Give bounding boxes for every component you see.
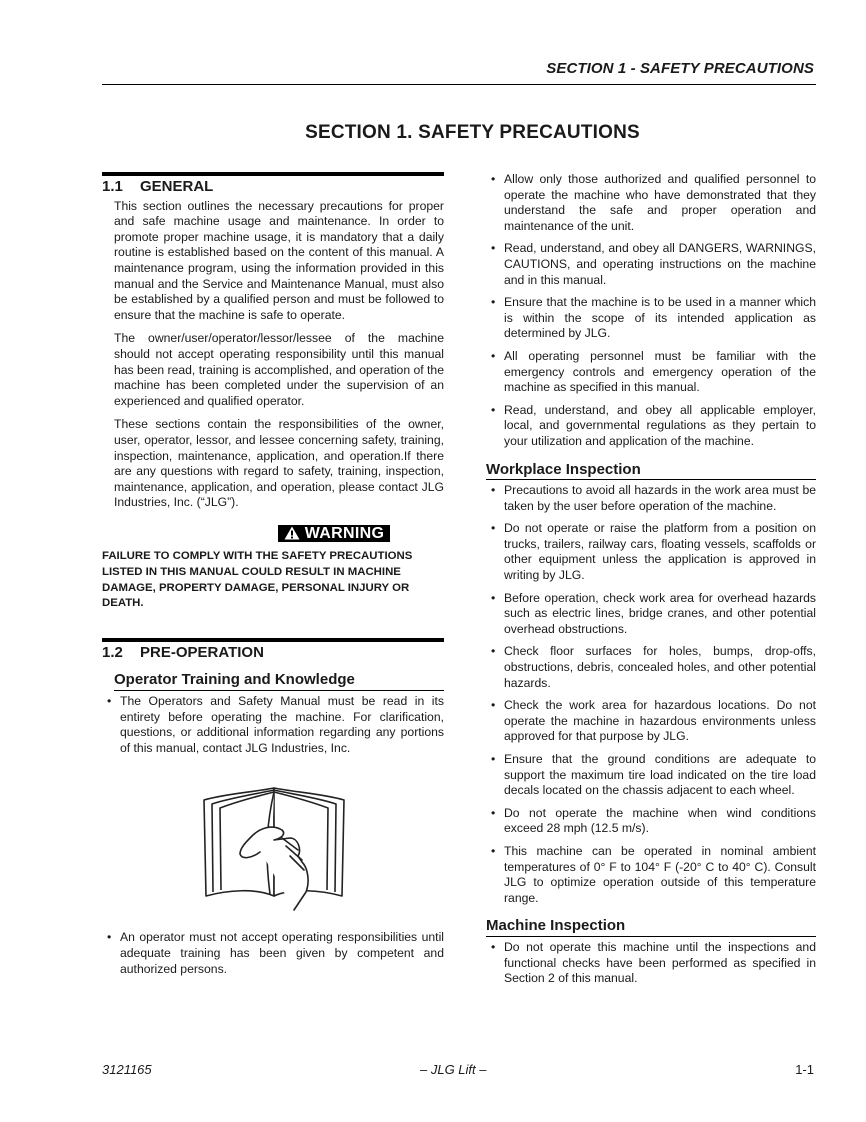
footer-brand: – JLG Lift – xyxy=(420,1062,487,1077)
general-body xyxy=(114,199,444,511)
list-item: • Do not operate or raise the platform from a position on trucks, trailers, railway cars, floating vessels, scaffolds or other equipment unless the application is approved in writing by JLG. xyxy=(486,521,816,583)
section-number: 1.1 xyxy=(102,178,123,195)
training-list-continued xyxy=(102,930,444,977)
warning-triangle-icon xyxy=(284,526,300,540)
list-item: • All operating personnel must be familiar with the emergency controls and emergency operation of the machine as specified in this manual. xyxy=(486,349,816,396)
reading-manual-illustration xyxy=(194,778,354,918)
warning-text: FAILURE TO COMPLY WITH THE SAFETY PRECAUTIONS LISTED IN THIS MANUAL COULD RESULT IN MACHINE DAMAGE, PROPERTY DAMAGE, PERSONAL INJURY OR DEATH. xyxy=(102,550,413,610)
training-list xyxy=(102,694,444,756)
warning-badge xyxy=(278,525,390,543)
warning-block xyxy=(102,525,444,543)
list-item: • This machine can be operated in nominal ambient temperatures of 0° F to 104° F (-20° C to 40° C). Consult JLG to optimize operation outside of this temperature range. xyxy=(486,844,816,906)
list-item: • An operator must not accept operating responsibilities until adequate training has been given by competent and authorized persons. xyxy=(102,930,444,977)
operator-training-heading: Operator Training and Knowledge xyxy=(114,672,444,691)
general-paragraph-2: The owner/user/operator/lessor/lessee of the machine should not accept operating responsibility until this manual has been read, training is accomplished, and operation of the machine has been completed under the supervision of an experienced and qualified operator. xyxy=(114,331,444,408)
workplace-inspection-list xyxy=(486,483,816,906)
section-number: 1.2 xyxy=(102,643,123,661)
list-item: • Before operation, check work area for overhead hazards such as electric lines, bridge cranes, and other potential overhead obstructions. xyxy=(486,591,816,638)
workplace-inspection-heading: Workplace Inspection xyxy=(486,462,816,481)
machine-inspection-list xyxy=(486,940,816,987)
list-item: • Check floor surfaces for holes, bumps, drop-offs, obstructions, debris, concealed holes, and other potential hazards. xyxy=(486,644,816,691)
right-column xyxy=(486,172,816,994)
section-title: GENERAL xyxy=(140,178,214,195)
list-item: • Do not operate the machine when wind conditions exceed 28 mph (12.5 m/s). xyxy=(486,806,816,837)
list-item: • Allow only those authorized and qualified personnel to operate the machine who have demonstrated that they understand the safe and proper operation and maintenance of the unit. xyxy=(486,172,816,234)
section-1-2-heading xyxy=(102,638,444,661)
footer-page-number: 1-1 xyxy=(795,1062,814,1077)
section-title: PRE-OPERATION xyxy=(140,643,264,661)
list-item: • Precautions to avoid all hazards in the work area must be taken by the user before operation of the machine. xyxy=(486,483,816,514)
running-header: SECTION 1 - SAFETY PRECAUTIONS xyxy=(546,60,814,77)
general-paragraph-1: This section outlines the necessary precautions for proper and safe machine usage and maintenance. In order to promote proper machine usage, it is mandatory that a daily routine is established based on the content of this manual. A maintenance program, using the information provided in this manual and the Service and Maintenance Manual, must also be established by a qualified person and must be followed to ensure that the machine is safe to operate. xyxy=(114,198,444,322)
header-rule xyxy=(102,84,816,85)
list-item: • Ensure that the ground conditions are adequate to support the maximum tire load indicated on the tire load decals located on the chassis adjacent to each wheel. xyxy=(486,752,816,799)
general-paragraph-3: These sections contain the responsibilities of the owner, user, operator, lessor, and lessee concerning safety, training, inspection, maintenance, application, and operation.If there are any questions with regard to safety, training, inspection, maintenance, application, and operation, please contact JLG Industries, Inc. (“JLG”). xyxy=(114,417,444,510)
footer-doc-number: 3121165 xyxy=(102,1062,152,1077)
page-title: SECTION 1. SAFETY PRECAUTIONS xyxy=(305,122,640,143)
list-item: • Do not operate this machine until the inspections and functional checks have been performed as specified in Section 2 of this manual. xyxy=(486,940,816,987)
operator-requirements-list xyxy=(486,172,816,450)
left-column xyxy=(102,172,444,984)
list-item: • Read, understand, and obey all DANGERS, WARNINGS, CAUTIONS, and operating instructions on the machine and in this manual. xyxy=(486,241,816,288)
section-1-1-heading xyxy=(102,172,444,195)
list-item: • Check the work area for hazardous locations. Do not operate the machine in hazardous environments unless approved for that purpose by JLG. xyxy=(486,698,816,745)
list-item: • Ensure that the machine is to be used in a manner which is within the scope of its intended application as determined by JLG. xyxy=(486,295,816,342)
machine-inspection-heading: Machine Inspection xyxy=(486,918,816,937)
warning-label: WARNING xyxy=(304,524,385,542)
list-item: • The Operators and Safety Manual must be read in its entirety before operating the machine. For clarification, questions, or additional information regarding any portions of this manual, contact JLG Industries, Inc. xyxy=(102,694,444,756)
list-item: • Read, understand, and obey all applicable employer, local, and governmental regulations as they pertain to your utilization and application of the machine. xyxy=(486,403,816,450)
